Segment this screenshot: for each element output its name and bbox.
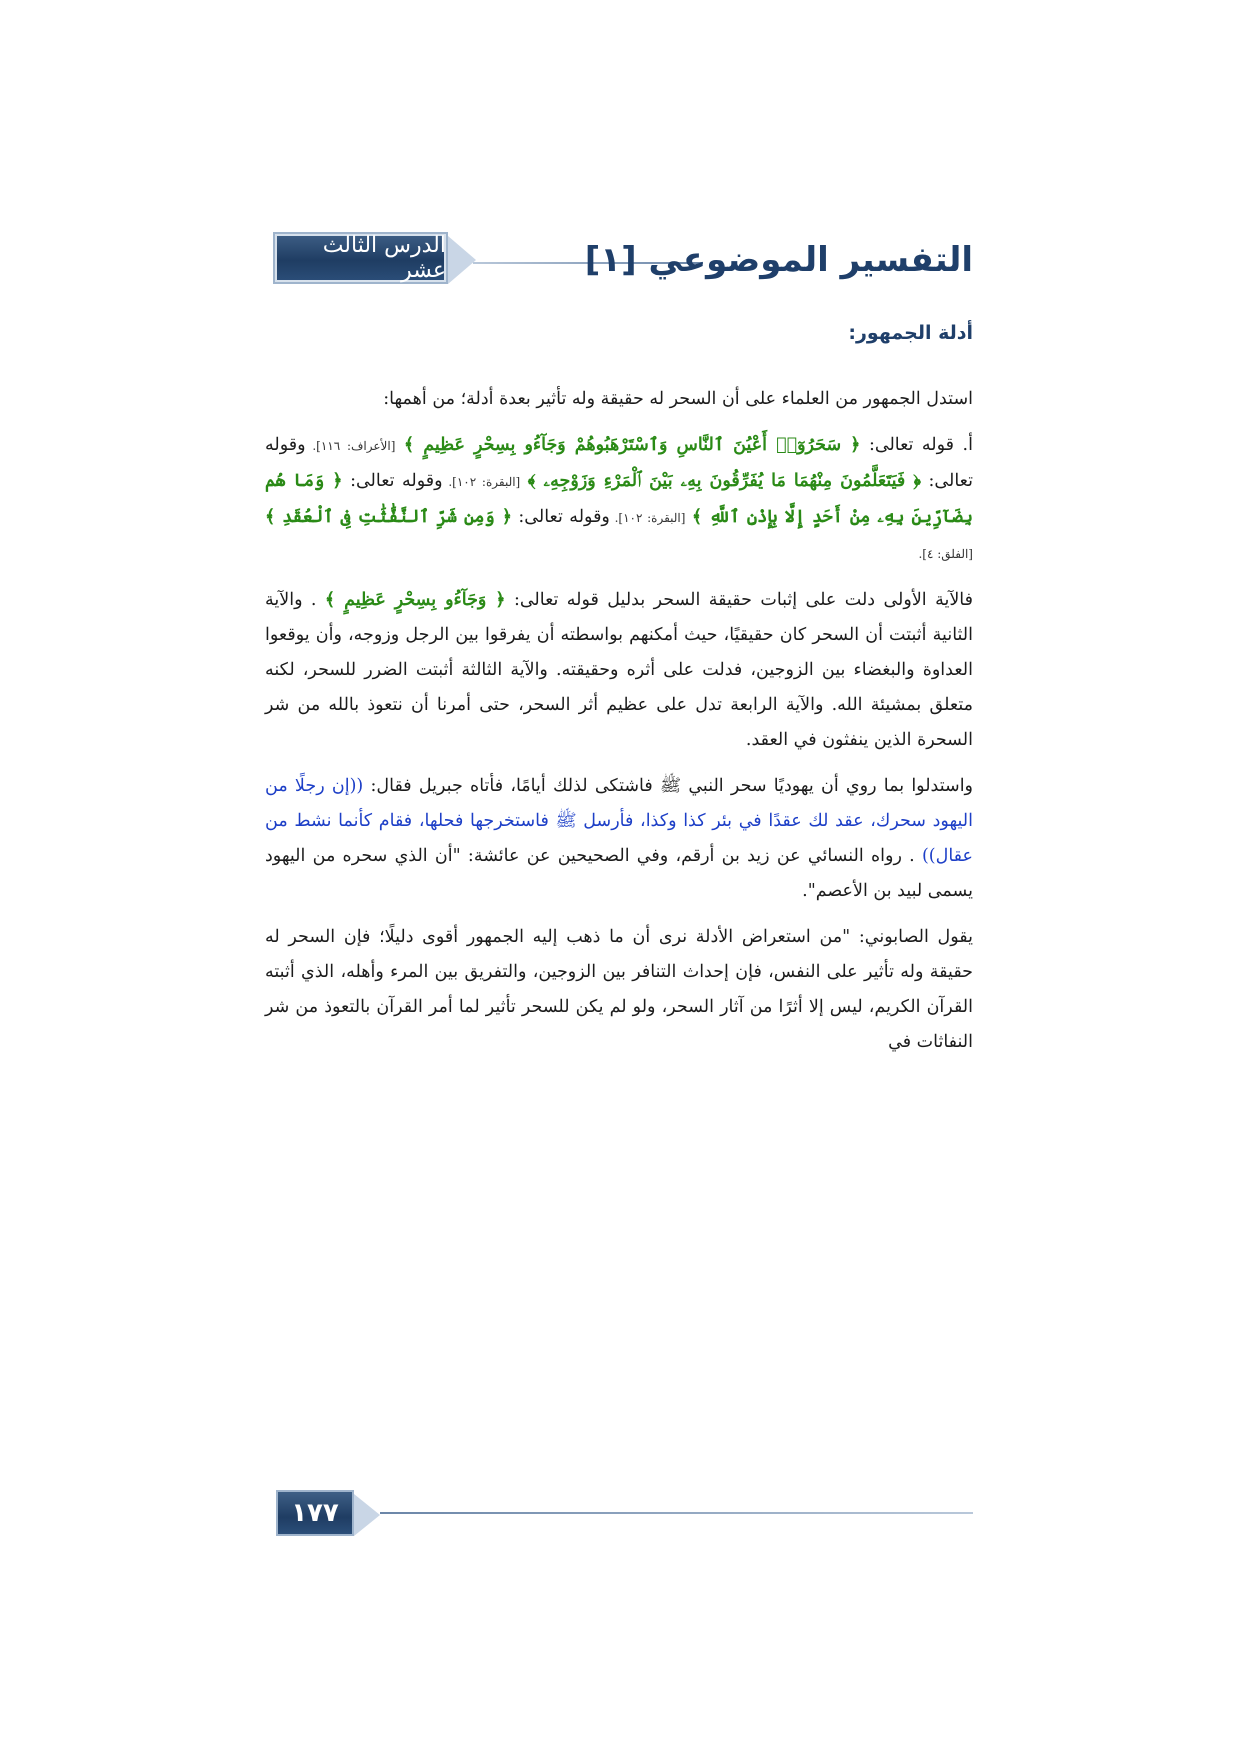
- book-title: التفسير الموضوعي [١]: [584, 240, 973, 280]
- verse-connector-2: وقوله تعالى:: [342, 471, 443, 491]
- verse-reference-3: [البقرة: ١٠٢].: [609, 511, 686, 525]
- badge-decoration: [448, 236, 476, 284]
- verse-reference-4: [الفلق: ٤].: [918, 547, 973, 561]
- paragraph-intro: [265, 382, 973, 417]
- quran-verse-quote: ﴿ وَجَآءُو بِسِحْرٍ عَظِيمٍ ﴾: [324, 590, 506, 610]
- quran-verse-4: ﴿ وَمِن شَرِّ ٱلنَّفَّٰثَٰتِ فِى ٱلْعُقَدِ ﴾: [265, 507, 512, 527]
- verse-reference-1: [الأعراف: ١١٦].: [305, 439, 396, 453]
- paragraph-text: استدل الجمهور من العلماء على أن السحر له حقيقة وله تأثير بعدة أدلة؛ من أهمها:: [383, 389, 973, 409]
- paragraph-text: . رواه النسائي عن زيد بن أرقم، وفي الصحيحين عن عائشة: "أن الذي سحره من اليهود يسمى لبيد بن الأعصم".: [265, 846, 973, 901]
- page-header: [273, 232, 973, 288]
- quran-verse-2: ﴿ فَيَتَعَلَّمُونَ مِنْهُمَا مَا يُفَرِّقُونَ بِهِۦ بَيْنَ ٱلْمَرْءِ وَزَوْجِهِۦ ﴾: [527, 471, 922, 491]
- paragraph-verses: [265, 428, 973, 572]
- hadith-quote: ((إن رجلًا من اليهود سحرك، عقد لك عقدًا في بئر كذا وكذا، فأرسل ﷺ فاستخرجها فحلها، فقام كأنما نشط من عقال)): [265, 776, 973, 866]
- verse-connector-1: وقوله تعالى:: [265, 435, 973, 491]
- verses-intro: أ. قوله تعالى:: [860, 435, 973, 455]
- page-number: ١٧٧: [276, 1490, 354, 1536]
- paragraph-sabuni: [265, 920, 973, 1060]
- paragraph-text: يقول الصابوني: "من استعراض الأدلة نرى أن ما ذهب إليه الجمهور أقوى دليلًا؛ فإن السحر له حقيقة وله تأثير على النفس، فإن إحداث التنافر بين الزوجين، والتفريق بين المرء وأهله، الذي أثبته القرآن الكريم، ليس إلا أثرًا من آثار السحر، ولو لم يكن للسحر تأثير لما أمر القرآن بالتعوذ من شر النفاثات في: [265, 927, 974, 1052]
- quran-verse-1: ﴿ سَحَرُوٓا۟ أَعْيُنَ ٱلنَّاسِ وَٱسْتَرْهَبُوهُمْ وَجَآءُو بِسِحْرٍ عَظِيمٍ ﴾: [403, 435, 861, 455]
- quran-verse-3: ﴿ وَمَا هُم بِضَآرِّينَ بِهِۦ مِنْ أَحَدٍ إِلَّا بِإِذْنِ ٱللَّهِ ﴾: [265, 471, 973, 527]
- paragraph-explanation: [265, 583, 973, 758]
- paragraph-text: فالآية الأولى دلت على إثبات حقيقة السحر بدليل قوله تعالى:: [505, 590, 973, 610]
- section-heading: أدلة الجمهور:: [848, 322, 973, 344]
- page-body: [265, 318, 973, 1071]
- paragraph-text: . والآية الثانية أثبتت أن السحر كان حقيقيًا، حيث أمكنهم بواسطته أن يفرقوا بين الرجل وزوجه، وأن يوقعوا العداوة والبغضاء بين الزوجين، فدلت على أثره وحقيقته. والآية الثالثة أثبتت الضرر للسحر، لكنه متعلق بمشيئة الله. والآية الرابعة تدل على عظيم أثر السحر، حتى أمرنا أن نتعوذ بالله من شر السحرة الذين ينفثون في العقد.: [265, 590, 973, 750]
- footer-divider: [380, 1512, 973, 1514]
- paragraph-text: واستدلوا بما روي أن يهوديًا سحر النبي ﷺ فاشتكى لذلك أيامًا، فأتاه جبريل فقال:: [363, 776, 974, 796]
- lesson-badge: الدرس الثالث عشر: [273, 232, 448, 284]
- verse-connector-3: وقوله تعالى:: [511, 507, 610, 527]
- verse-reference-2: [البقرة: ١٠٢].: [442, 475, 521, 489]
- page-footer: [276, 1490, 973, 1536]
- footer-decoration: [354, 1494, 380, 1536]
- paragraph-hadith: [265, 769, 973, 909]
